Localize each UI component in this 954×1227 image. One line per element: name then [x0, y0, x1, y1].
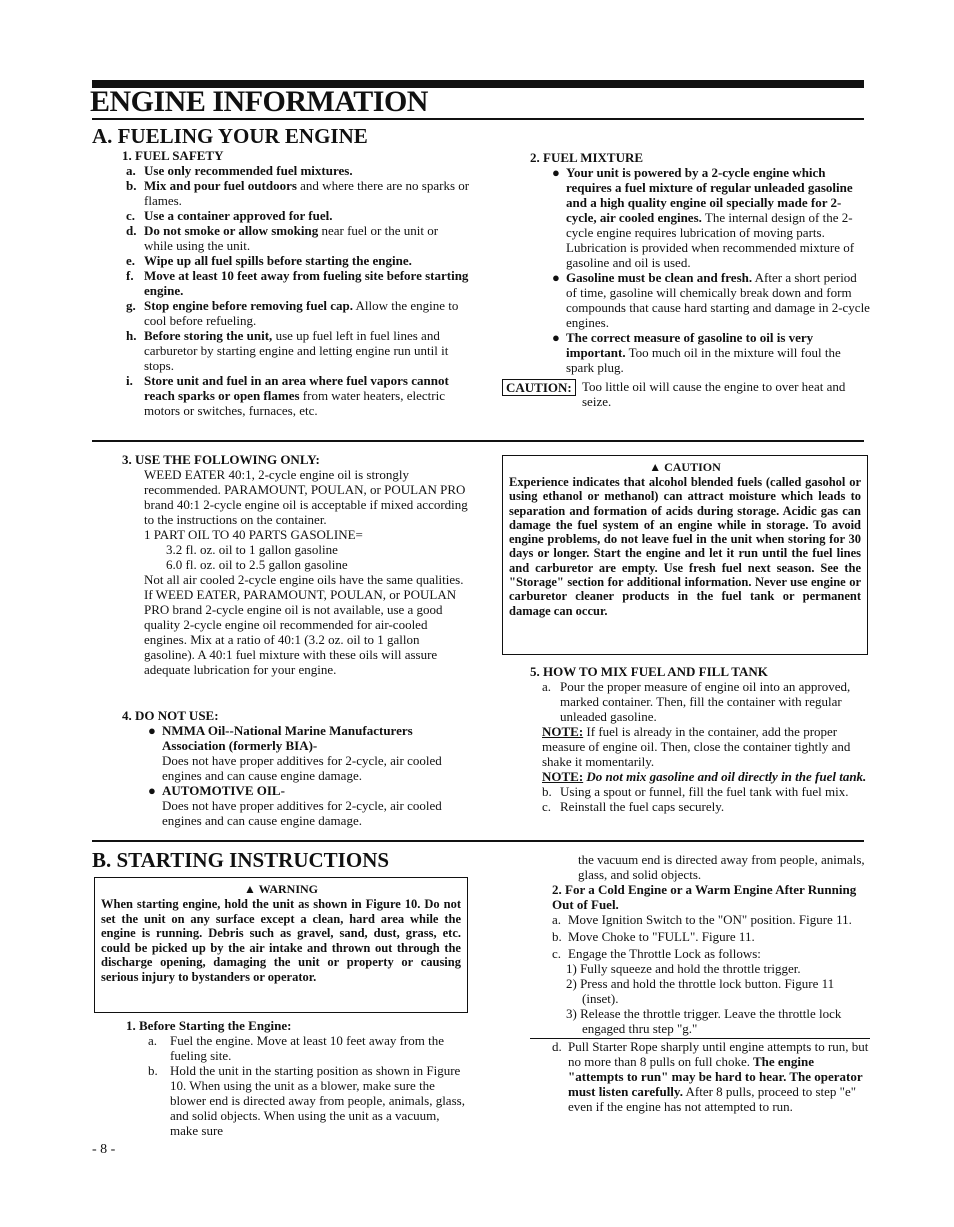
item-mark: e. [126, 253, 136, 268]
how-to-mix-heading: 5. HOW TO MIX FUEL AND FILL TANK [530, 664, 768, 679]
use-following-p1: WEED EATER 40:1, 2-cycle engine oil is strongly recommended. PARAMOUNT, POULAN, or POULAN PRO brand 40:1 2-cycle engine oil is acceptable if mixed according to the instructions on the container. [144, 467, 468, 527]
step-c3: 3) Release the throttle trigger. Leave the throttle lock engaged thru step "g." [566, 1006, 842, 1036]
fuel-safety-item [122, 328, 470, 373]
caution-tag: CAUTION: [502, 379, 576, 396]
item-mark: g. [126, 298, 136, 313]
bullet-text: The internal design of the 2-cycle engine requires lubrication of moving parts. Lubrication is provided when recommended mixture of gasoline and oil is used. [566, 210, 855, 270]
bullet-bold: Your unit is powered by a 2-cycle engine which requires a fuel mixture of regular unleaded gasoline and a high quality engine oil specially made for 2-cycle, air cooled engines. [566, 165, 853, 225]
mark-a: a. [542, 679, 552, 694]
before-step-b [126, 1063, 470, 1138]
bullet-dot: ● [148, 783, 156, 798]
auto-label: AUTOMOTIVE OIL- [162, 783, 285, 798]
item-mark: d. [126, 223, 137, 238]
ratio-line: 1 PART OIL TO 40 PARTS GASOLINE= [144, 527, 363, 542]
mix-step-c-text: Reinstall the fuel caps securely. [560, 799, 725, 814]
item-bold: Do not smoke or allow smoking [144, 223, 319, 238]
fuel-mixture-bullet [548, 165, 870, 270]
bullet-dot: ● [552, 165, 560, 180]
item-bold: Wipe up all fuel spills before starting the engine. [144, 253, 412, 268]
before-starting [126, 1018, 470, 1138]
before-step-a-text: Fuel the engine. Move at least 10 feet away from the fueling site. [170, 1033, 444, 1063]
mix-step-a [530, 679, 870, 724]
item-bold: Mix and pour fuel outdoors [144, 178, 297, 193]
item-text: from water heaters, electric motors or switches, furnaces, etc. [144, 388, 445, 418]
fuel-safety-list [122, 163, 470, 418]
use-following [122, 452, 468, 677]
mark-c: c. [542, 799, 552, 814]
fuel-safety-item [122, 298, 470, 328]
item-bold: Use a container approved for fuel. [144, 208, 333, 223]
warning-box-text: When starting engine, hold the unit as shown in Figure 10. Do not set the unit on any surface except a clean, hard area while the engine is running. Debris such as gravel, sand, dust, grass, etc. could be picked up by the air intake and thrown out through the discharge opening, damaging the unit or property or causing serious injury to bystanders or operator. [101, 897, 461, 984]
caution-box-text: Experience indicates that alcohol blended fuels (called gasohol or using ethanol or methanol) can attract moisture which leads to separation and formation of acids during storage. Acidic gas can damage the fuel system of an engine while in storage. To avoid engine problems, do not leave fuel in the unit when storing for 30 days or longer. Start the engine and let it run until the fuel lines and carburetor are empty. Use fresh fuel next season. See the "Storage" section for additional information. Never use engine or carburetor cleaner products in the fuel tank or permanent damage can occur. [509, 475, 861, 618]
mark-a: a. [552, 912, 562, 927]
caution-box-heading: ▲ CAUTION [649, 460, 721, 474]
mark-c: c. [552, 946, 562, 961]
fuel-safety-heading: 1. FUEL SAFETY [122, 148, 224, 163]
fuel-mixture-bullet [548, 270, 870, 330]
fuel-safety-item [122, 253, 470, 268]
before-starting-heading: 1. Before Starting the Engine: [126, 1018, 292, 1033]
before-step-a [126, 1033, 470, 1063]
ratio-1: 3.2 fl. oz. oil to 1 gallon gasoline [166, 542, 338, 557]
warning-box [94, 877, 468, 1013]
mark-a: a. [148, 1033, 158, 1048]
fuel-safety-item [122, 373, 470, 418]
fuel-mixture-heading: 2. FUEL MIXTURE [530, 150, 644, 165]
ratio-2: 6.0 fl. oz. oil to 2.5 gallon gasoline [166, 557, 348, 572]
vacuum-cont: the vacuum end is directed away from people, animals, glass, and solid objects. [578, 852, 865, 882]
nmma-text: Does not have proper additives for 2-cycle, air cooled engines and can cause engine damage. [162, 753, 442, 783]
mark-b: b. [148, 1063, 158, 1078]
nmma-label: NMMA Oil--National Marine Manufacturers Association (formerly BIA)- [162, 723, 413, 753]
start-step-a [530, 912, 870, 927]
item-bold: Move at least 10 feet away from fueling site before starting engine. [144, 268, 469, 298]
fuel-safety-item [122, 223, 470, 253]
mix-note-2 [530, 769, 870, 784]
item-mark: f. [126, 268, 134, 283]
section-b-title: B. STARTING INSTRUCTIONS [92, 848, 390, 872]
fuel-mixture-list [548, 165, 870, 375]
page-title: ENGINE INFORMATION [90, 85, 428, 118]
mark-b: b. [542, 784, 552, 799]
bullet-text: Too much oil in the mixture will foul the spark plug. [566, 345, 841, 375]
fuel-safety-item [122, 268, 470, 298]
caution-line [502, 379, 870, 409]
item-bold: Use only recommended fuel mixtures. [144, 163, 353, 178]
note-2-tag: NOTE: [542, 769, 584, 784]
use-following-heading: 3. USE THE FOLLOWING ONLY: [122, 452, 320, 467]
use-following-p2: Not all air cooled 2-cycle engine oils have the same qualities. If WEED EATER, PARAMOUNT, POULAN, or POULAN PRO brand 2-cycle engine oil is not available, use a good quality 2-cycle engine oil recommended for air-cooled engines. Mix at a ratio of 40:1 (3.2 oz. oil to 1 gallon gasoline). A 40:1 fuel mixture with these oils will assure adequate lubrication for your engine. [144, 572, 464, 677]
note-1-text: If fuel is already in the container, add the proper measure of engine oil. Then, close the container tightly and shake it momentarily. [542, 724, 851, 769]
mid-rule [92, 440, 864, 442]
fuel-safety-item [122, 178, 470, 208]
auto-text: Does not have proper additives for 2-cycle, air cooled engines and can cause engine damage. [162, 798, 442, 828]
start-step-c [530, 946, 870, 961]
mix-step-a-text: Pour the proper measure of engine oil into an approved, marked container. Then, fill the container with regular unleaded gasoline. [560, 679, 851, 724]
bullet-dot: ● [148, 723, 156, 738]
fuel-safety [122, 148, 470, 418]
item-text: and where there are no sparks or flames. [144, 178, 470, 208]
start-step-b [530, 929, 870, 944]
do-not-use-nmma [144, 723, 468, 753]
note-2-text: Do not mix gasoline and oil directly in the fuel tank. [586, 769, 867, 784]
start-step-d-text: Pull Starter Rope sharply until engine attempts to run, but no more than 8 pulls on full choke. [568, 1039, 869, 1069]
note-1-tag: NOTE: [542, 724, 584, 739]
fuel-mixture-bullet [548, 330, 870, 375]
fuel-safety-item [122, 208, 470, 223]
mark-d: d. [552, 1039, 562, 1054]
cold-engine-heading [530, 882, 870, 912]
mix-step-c [530, 799, 870, 814]
bullet-text: After a short period of time, gasoline will chemically break down and form compounds that cause hard starting and damage in 2-cycle engines. [566, 270, 870, 330]
item-mark: a. [126, 163, 136, 178]
start-step-d-bold: The engine "attempts to run" may be hard to hear. The operator must listen carefully. [568, 1054, 863, 1099]
mix-step-b [530, 784, 870, 799]
item-text: near fuel or the unit or while using the unit. [144, 223, 439, 253]
do-not-use-heading: 4. DO NOT USE: [122, 708, 219, 723]
how-to-mix [530, 664, 870, 814]
bullet-bold: The correct measure of gasoline to oil is very important. [566, 330, 814, 360]
item-text: use up fuel left in fuel lines and carburetor by starting engine and letting engine run until it stops. [144, 328, 449, 373]
start-step-d-end: After 8 pulls, proceed to step "e" even if the engine has not attempted to run. [568, 1084, 857, 1114]
start-step-b-text: Move Choke to "FULL". Figure 11. [568, 929, 755, 944]
caution-text: Too little oil will cause the engine to over heat and seize. [582, 379, 846, 409]
item-mark: c. [126, 208, 136, 223]
start-step-d [530, 1038, 870, 1114]
mix-step-b-text: Using a spout or funnel, fill the fuel tank with fuel mix. [560, 784, 849, 799]
item-bold: Stop engine before removing fuel cap. [144, 298, 353, 313]
bullet-dot: ● [552, 270, 560, 285]
do-not-use [122, 708, 468, 828]
item-text: Allow the engine to cool before refueling. [144, 298, 459, 328]
item-mark: b. [126, 178, 137, 193]
item-mark: h. [126, 328, 137, 343]
start-step-c-text: Engage the Throttle Lock as follows: [568, 946, 761, 961]
title-rule [92, 118, 864, 120]
page-number: - 8 - [92, 1142, 116, 1157]
before-step-b-text: Hold the unit in the starting position as shown in Figure 10. When using the unit as a blower, make sure the blower end is directed away from people, animals, glass, and solid objects. When using the unit as a vacuum, make sure [170, 1063, 465, 1138]
bullet-dot: ● [552, 330, 560, 345]
fuel-mixture [506, 150, 870, 409]
item-bold: Store unit and fuel in an area where fuel vapors cannot reach sparks or open flames [144, 373, 449, 403]
item-bold: Before storing the unit, [144, 328, 273, 343]
bullet-bold: Gasoline must be clean and fresh. [566, 270, 753, 285]
start-step-a-text: Move Ignition Switch to the "ON" position. Figure 11. [568, 912, 852, 927]
mark-b: b. [552, 929, 562, 944]
starting-right-col [530, 852, 870, 1114]
warning-box-heading: ▲ WARNING [244, 882, 318, 896]
section-a-title: A. FUELING YOUR ENGINE [92, 124, 368, 148]
do-not-use-auto [144, 783, 468, 798]
step-c2: 2) Press and hold the throttle lock button. Figure 11 (inset). [566, 976, 835, 1006]
section-b-rule [92, 840, 864, 842]
caution-box [502, 455, 868, 655]
item-mark: i. [126, 373, 133, 388]
fuel-safety-item [122, 163, 470, 178]
step-c1: 1) Fully squeeze and hold the throttle trigger. [566, 961, 801, 976]
mix-note-1 [530, 724, 870, 769]
cold-engine-heading-text: 2. For a Cold Engine or a Warm Engine After Running Out of Fuel. [552, 882, 857, 912]
